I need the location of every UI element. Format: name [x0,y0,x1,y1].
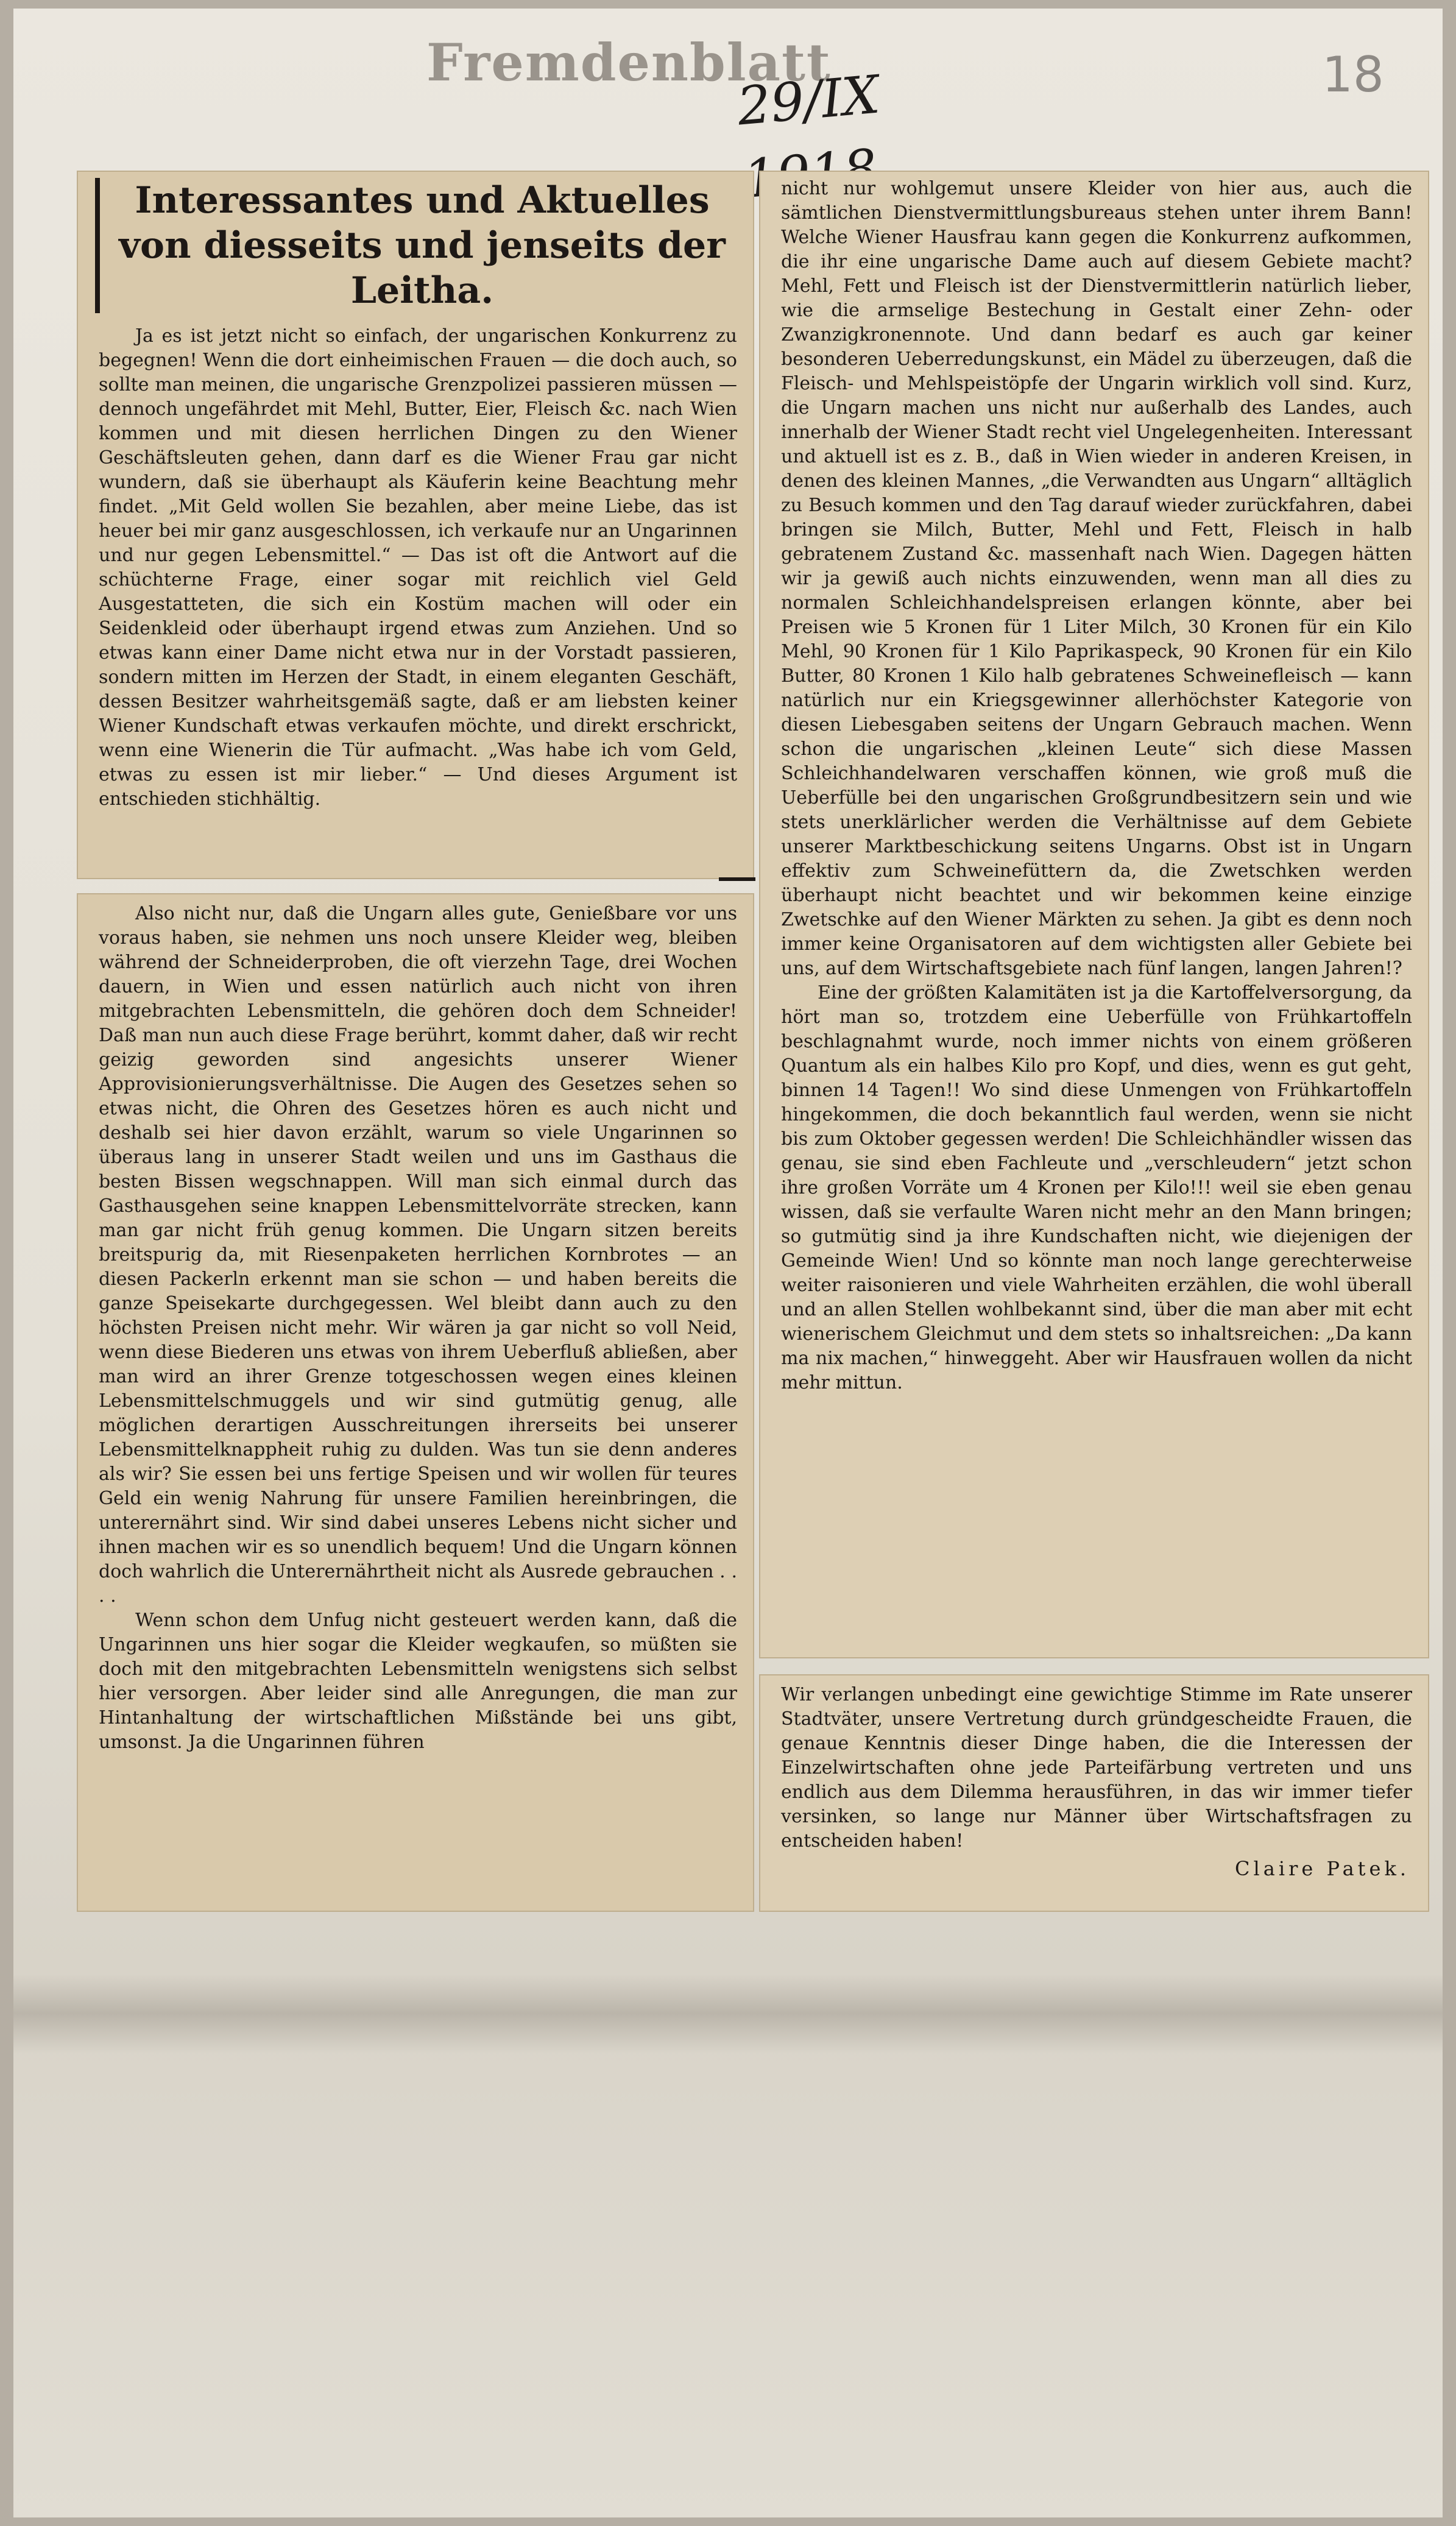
clipping-left-bottom [77,893,754,1912]
article-paragraph: Eine der größten Kalamitäten ist ja die Kartoffelversorgung, da hört man so, trotzdem eine Ueberfülle von Frühkartoffeln beschlagnahmt wurde, noch immer nichts von einem größeren Quantum als ein halbes Kilo pro Kopf, und dies, wenn es gut geht, binnen 14 Tagen!! Wo sind diese Unmengen von Frühkartoffeln hingekommen, die doch bekanntlich faul werden, wenn sie nicht bis zum Oktober gegessen werden! Die Schleichhändler wissen das genau, sie sind eben Fachleute und „verschleudern“ jetzt schon ihre großen Vorräte um 4 Kronen per Kilo!!! weil sie eben genau wissen, daß sie verfaulte Waren nicht mehr an den Mann bringen; so gutmütig sind ja ihre Kundschaften nicht, wie diejenigen der Gemeinde Wien! Und so könnte man noch lange gerechterweise weiter raisonieren und viele Wahrheiten erzählen, die wohl überall und an allen Stellen wohlbekannt sind, über die man aber mit echt wienerischem Gleichmut und dem stets so inhaltsreichen: „Da kann ma nix machen,“ hinweggeht. Aber wir Hausfrauen wollen da nicht mehr mittun. [781,982,1412,1393]
article-headline: Interessantes und Aktuelles von diesseits und jenseits der Leitha. [95,178,741,313]
page-number: 18 [1322,46,1384,103]
masthead-stamp: Fremdenblatt [426,32,832,93]
column-rule [719,877,755,881]
author-signature: Claire Patek. [1235,1857,1410,1880]
clipping-right-bottom [759,1674,1429,1912]
clipping-left-top [77,171,754,879]
article-paragraph: nicht nur wohlgemut unsere Kleider von hier aus, auch die sämtlichen Dienstvermittlungsbureaus stehen unter ihrem Bann! Welche Wiener Hausfrau kann gegen die Konkurrenz aufkommen, die ihr eine ungarische Dame auch auf diesem Gebiete macht? Mehl, Fett und Fleisch ist der Dienstvermittlerin natürlich lieber, wie die armselige Bestechung in Gestalt einer Zehn- oder Zwanzigkronennote. Und dann bedarf es auch gar keiner besonderen Ueberredungskunst, ein Mädel zu überzeugen, daß die Fleisch- und Mehlspeistöpfe der Ungarin wirklich voll sind. Kurz, die Ungarn machen uns nicht nur außerhalb des Landes, auch innerhalb der Wiener Stadt recht viel Ungelegenheiten. Interessant und aktuell ist es z. B., daß in Wien wieder in anderen Kreisen, in denen des kleinen Mannes, „die Verwandten aus Ungarn“ alltäglich zu Besuch kommen und den Tag darauf wieder zurückfahren, dabei bringen sie Milch, Butter, Mehl und Fett, Fleisch in halb gebratenem Zustand &c. massenhaft nach Wien. Dagegen hätten wir ja gewiß auch nichts einzuwenden, wenn man all dies zu normalen Schleichhandelspreisen erlangen könnte, aber bei Preisen wie 5 Kronen für 1 Liter Milch, 30 Kronen für ein Kilo Mehl, 90 Kronen für 1 Kilo Paprikaspeck, 90 Kronen für ein Kilo Butter, 80 Kronen 1 Kilo halb gebratenes Schweinefleisch — kann natürlich nur ein Kriegsgewinner allerhöchster Kategorie von diesen Liebesgaben seitens der Ungarn Gebrauch machen. Wenn schon die ungarischen „kleinen Leute“ sich diese Massen Schleichhandelwaren verschaffen können, wie groß muß die Ueberfülle bei den ungarischen Großgrundbesitzern sein und wie stets unerklärlicher werden die Verhältnisse auf dem Gebiete unserer Marktbeschickung seitens Ungarns. Obst ist in Ungarn effektiv zum Schweinefüttern da, die Zwetschken werden überhaupt nicht beachtet und wir bekommen keine einzige Zwetschke auf den Wiener Märkten zu sehen. Ja gibt es denn noch immer keine Organisatoren auf dem wichtigsten aller Gebiete bei uns, auf dem Wirtschaftsgebiete nach fünf langen, langen Jahren!? [781,178,1412,979]
paper-shadow [13,1974,1443,2053]
clipping-right-top [759,171,1429,1658]
article-paragraph: Also nicht nur, daß die Ungarn alles gute, Genießbare vor uns voraus haben, sie nehmen uns noch unsere Kleider weg, bleiben während der Schneiderproben, die oft vierzehn Tage, drei Wochen dauern, in Wien und essen natürlich auch nicht von ihren mitgebrachten Lebensmitteln, die gehören doch dem Schneider! Daß man nun auch diese Frage berührt, kommt daher, daß wir recht geizig geworden sind angesichts unserer Wiener Approvisionierungsverhältnisse. Die Augen des Gesetzes sehen so etwas nicht, die Ohren des Gesetzes hören es auch nicht und deshalb sei hier davon erzählt, warum so viele Ungarinnen so überaus lang in unserer Stadt weilen und uns im Gasthaus die besten Bissen wegschnappen. Will man sich einmal durch das Gasthausgehen seine knappen Lebensmittelvorräte strecken, kann man gar nicht früh genug kommen. Die Ungarn sitzen bereits breitspurig da, mit Riesenpaketen herrlichen Kornbrotes — an diesen Packerln erkennt man sie schon — und haben bereits die ganze Speisekarte durchgegessen. Wel bleibt dann auch zu den höchsten Preisen nicht mehr. Wir wären ja gar nicht so voll Neid, wenn diese Biederen uns etwas von ihrem Ueberfluß abließen, aber man wird an ihrer Grenze totgeschossen wegen eines kleinen Lebensmittelschmuggels und wir sind gutmütig genug, alle möglichen derartigen Ausschreitungen ihrerseits bei unserer Lebensmittelknappheit ruhig zu dulden. Was tun sie denn anderes als wir? Sie essen bei uns fertige Speisen und wir wollen für teures Geld ein wenig Nahrung für unsere Familien hereinbringen, die unterernährt sind. Wir sind dabei unseres Lebens nicht sicher und ihnen machen wir es so unendlich bequem! Und die Ungarn können doch wahrlich die Unterernährtheit nicht als Ausrede gebrauchen . . . . [99,903,737,1607]
article-paragraph: Wir verlangen unbedingt eine gewichtige Stimme im Rate unserer Stadtväter, unsere Vertretung durch gründgescheidte Frauen, die genaue Kenntnis dieser Dinge haben, die die Interessen der Einzelwirtschaften ohne jede Parteifärbung vertreten und uns endlich aus dem Dilemma herausführen, in das wir immer tiefer versinken, so lange nur Männer über Wirtschaftsfragen zu entscheiden haben! [781,1684,1412,1852]
handwritten-date: 29/IX [735,64,882,138]
article-paragraph: Wenn schon dem Unfug nicht gesteuert werden kann, daß die Ungarinnen uns hier sogar die Kleider wegkaufen, so müßten sie doch mit den mitgebrachten Lebensmitteln wenigstens sich selbst hier versorgen. Aber leider sind alle Anregungen, die man zur Hintanhaltung der wirtschaftlichen Mißstände bei uns gibt, umsonst. Ja die Ungarinnen führen [99,1610,737,1753]
article-paragraph: Ja es ist jetzt nicht so einfach, der ungarischen Konkurrenz zu begegnen! Wenn die dort einheimischen Frauen — die doch auch, so sollte man meinen, die ungarische Grenzpolizei passieren müssen — dennoch ungefährdet mit Mehl, Butter, Eier, Fleisch &c. nach Wien kommen und mit diesen herrlichen Dingen zu den Wiener Geschäftsleuten gehen, dann darf es die Wiener Frau gar nicht wundern, daß sie überhaupt als Käuferin keine Beachtung mehr findet. „Mit Geld wollen Sie bezahlen, aber meine Liebe, das ist heuer bei mir ganz ausgeschlossen, ich verkaufe nur an Ungarinnen und nur gegen Lebensmittel.“ — Das ist oft die Antwort auf die schüchterne Frage, einer sogar mit reichlich viel Geld Ausgestatteten, die sich ein Kostüm machen will oder ein Seidenkleid oder überhaupt irgend etwas zum Anziehen. Und so etwas kann einer Dame nicht etwa nur in der Vorstadt passieren, sondern mitten im Herzen der Stadt, in einem eleganten Geschäft, dessen Besitzer wahrheitsgemäß sagte, daß er am liebsten keiner Wiener Kundschaft etwas verkaufen möchte, und direkt erschrickt, wenn eine Wienerin die Tür aufmacht. „Was habe ich vom Geld, etwas zu essen ist mir lieber.“ — Und dieses Argument ist entschieden stichhältig. [99,325,737,810]
